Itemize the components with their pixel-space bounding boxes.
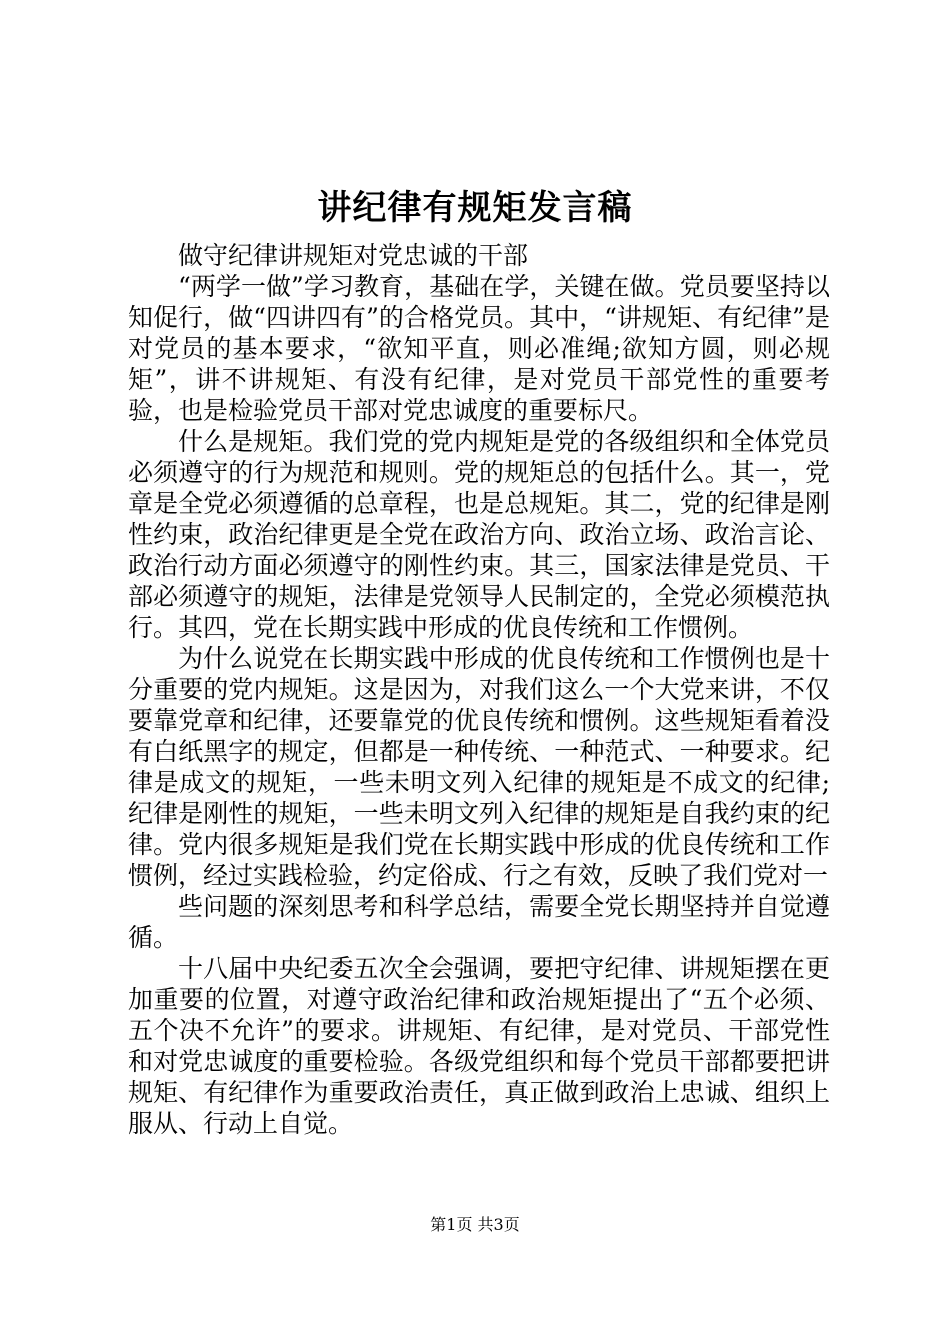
body-paragraph: 些问题的深刻思考和科学总结，需要全党长期坚持并自觉遵循。	[128, 892, 830, 952]
body-paragraph: 什么是规矩。我们党的党内规矩是党的各级组织和全体党员必须遵守的行为规范和规则。党的规矩总的包括什么。其一，党章是全党必须遵循的总章程，也是总规矩。其二，党的纪律是刚性约束，政治纪律更是全党在政治方向、政治立场、政治言论、政治行动方面必须遵守的刚性约束。其三，国家法律是党员、干部必须遵守的规矩，法律是党领导人民制定的，全党必须模范执行。其四，党在长期实践中形成的优良传统和工作惯例。	[128, 427, 830, 642]
document-body	[128, 240, 830, 1139]
body-paragraph: 十八届中央纪委五次全会强调，要把守纪律、讲规矩摆在更加重要的位置，对遵守政治纪律和政治规矩提出了“五个必须、五个决不允许”的要求。讲规矩、有纪律，是对党员、干部党性和对党忠诚度的重要检验。各级党组织和每个党员干部都要把讲规矩、有纪律作为重要政治责任，真正做到政治上忠诚、组织上服从、行动上自觉。	[128, 954, 830, 1138]
body-paragraph: 为什么说党在长期实践中形成的优良传统和工作惯例也是十分重要的党内规矩。这是因为，对我们这么一个大党来讲，不仅要靠党章和纪律，还要靠党的优良传统和惯例。这些规矩看着没有白纸黑字的规定，但都是一种传统、一种范式、一种要求。纪律是成文的规矩，一些未明文列入纪律的规矩是不成文的纪律;纪律是刚性的规矩，一些未明文列入纪律的规矩是自我约束的纪律。党内很多规矩是我们党在长期实践中形成的优良传统和工作惯例，经过实践检验，约定俗成、行之有效，反映了我们党对一	[128, 644, 830, 890]
document-title: 讲纪律有规矩发言稿	[317, 188, 633, 228]
body-paragraph: “两学一做”学习教育，基础在学，关键在做。党员要坚持以知促行，做“四讲四有”的合格党员。其中，“讲规矩、有纪律”是对党员的基本要求，“欲知平直，则必准绳;欲知方圆，则必规矩”，讲不讲规矩、有没有纪律，是对党员干部党性的重要考验，也是检验党员干部对党忠诚度的重要标尺。	[128, 272, 830, 425]
subtitle-paragraph: 做守纪律讲规矩对党忠诚的干部	[178, 241, 529, 270]
page-number-footer: 第1页 共3页	[430, 1215, 520, 1234]
